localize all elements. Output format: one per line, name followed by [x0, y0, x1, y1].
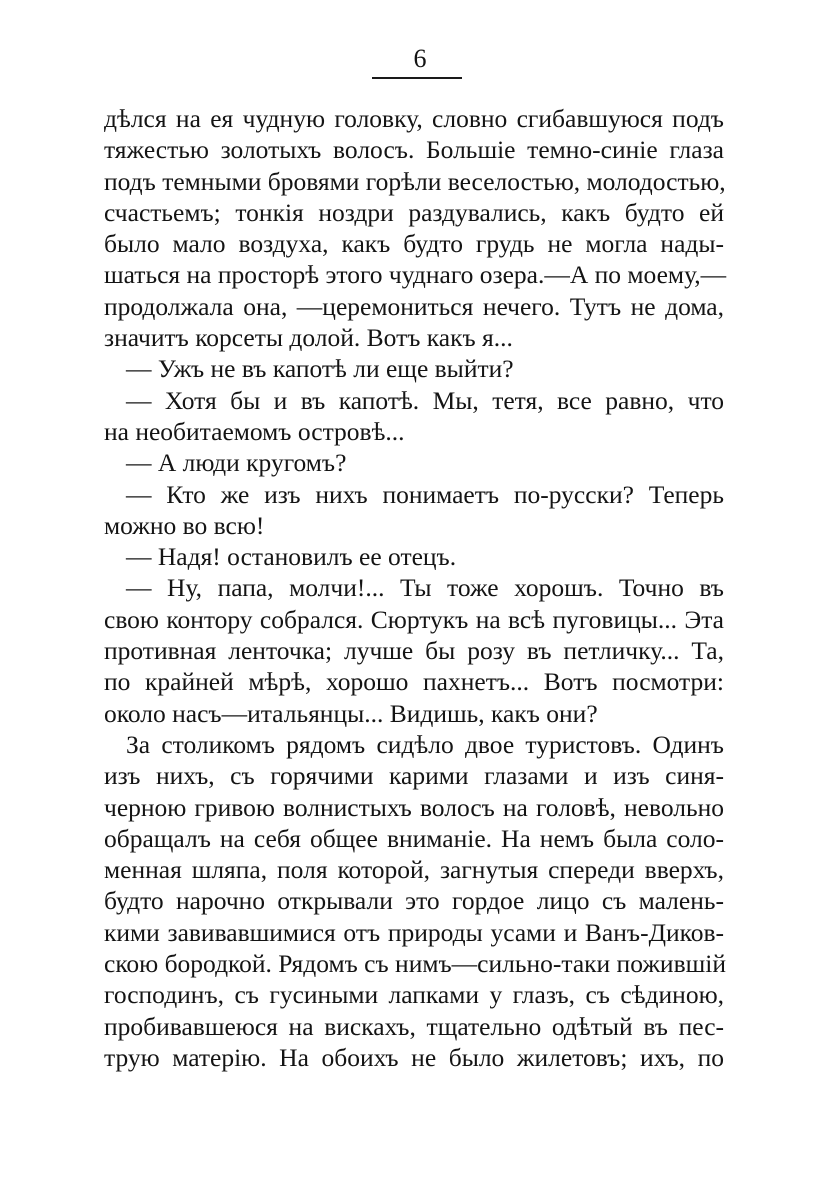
- text-line: менная шляпа, поля которой, загнутыя спереди вверхъ,: [104, 855, 724, 885]
- text-line: шаться на просторѣ этого чуднаго озера.—А по моему,—: [104, 260, 727, 290]
- text-line: можно во всю!: [104, 510, 265, 540]
- text-line: дѣлся на ея чудную головку, словно сгибавшуюся подъ: [104, 104, 724, 133]
- text-line: — Хотя бы и въ капотѣ. Мы, тетя, все равно, что: [126, 385, 724, 415]
- text-line: счастьемъ; тонкiя ноздри раздувались, какъ будто ей: [104, 197, 724, 227]
- text-line: будто нарочно открывали это гордое лицо съ малень-: [104, 886, 724, 916]
- text-line: кими завивавшимися отъ природы усами и Ванъ-Диков-: [104, 917, 724, 947]
- body-text: [104, 103, 727, 1073]
- paragraph: [104, 479, 724, 542]
- text-line: изъ нихъ, съ горячими карими глазами и изъ синя-: [104, 761, 724, 791]
- text-line: на необитаемомъ островѣ...: [104, 416, 405, 446]
- text-line: скою бородкой. Рядомъ съ нимъ—сильно-таки пожившiй: [104, 949, 726, 979]
- paragraph: [104, 729, 724, 1073]
- text-line: тяжестью золотыхъ волосъ. Большiе темно-синiе глаза: [104, 135, 724, 165]
- page-number: 6: [413, 44, 427, 73]
- text-line: противная ленточка; лучше бы розу въ петличку... Та,: [104, 636, 724, 666]
- text-line: — Ну, папа, молчи!... Ты тоже хорошъ. Точно въ: [126, 573, 724, 603]
- text-line: — Надя! остановилъ ее отецъ.: [126, 542, 457, 572]
- paragraph: [104, 447, 724, 478]
- paragraph: [104, 353, 724, 384]
- text-line: — Ужъ не въ капотѣ ли еще выйти?: [126, 354, 514, 384]
- text-line: — А люди кругомъ?: [126, 448, 347, 478]
- text-line: продолжала она, —церемониться нечего. Тутъ не дома,: [104, 291, 724, 321]
- text-line: трую матерiю. На обоихъ не было жилетовъ; ихъ, по: [104, 1042, 724, 1072]
- paragraph: [104, 572, 724, 728]
- text-line: по крайней мѣрѣ, хорошо пахнетъ... Вотъ посмотри:: [104, 667, 724, 697]
- text-line: пробивавшеюся на вискахъ, тщательно одѣтый въ пес-: [104, 1011, 724, 1041]
- text-line: было мало воздуха, какъ будто грудь не могла нады-: [104, 229, 724, 259]
- text-line: господинъ, съ гусиными лапками у глазъ, съ сѣдиною,: [104, 980, 724, 1010]
- text-line: свою контору собрался. Сюртукъ на всѣ пуговицы... Эта: [104, 604, 724, 634]
- paragraph: [104, 385, 724, 448]
- header-rule: [372, 77, 462, 79]
- text-line: — Кто же изъ нихъ понимаетъ по-русски? Теперь: [126, 479, 724, 509]
- paragraph: [104, 103, 727, 353]
- text-line: черною гривою волнистыхъ волосъ на головѣ, невольно: [104, 792, 724, 822]
- text-line: обращалъ на себя общее вниманiе. На немъ была соло-: [104, 823, 724, 853]
- text-line: значитъ корсеты долой. Вотъ какъ я...: [104, 323, 513, 353]
- text-line: За столикомъ рядомъ сидѣло двое туристовъ. Одинъ: [126, 729, 724, 759]
- text-line: около насъ—итальянцы... Видишь, какъ они?: [104, 698, 598, 728]
- paragraph: [104, 541, 724, 572]
- text-line: подъ темными бровями горѣли веселостью, молодостью,: [104, 166, 726, 196]
